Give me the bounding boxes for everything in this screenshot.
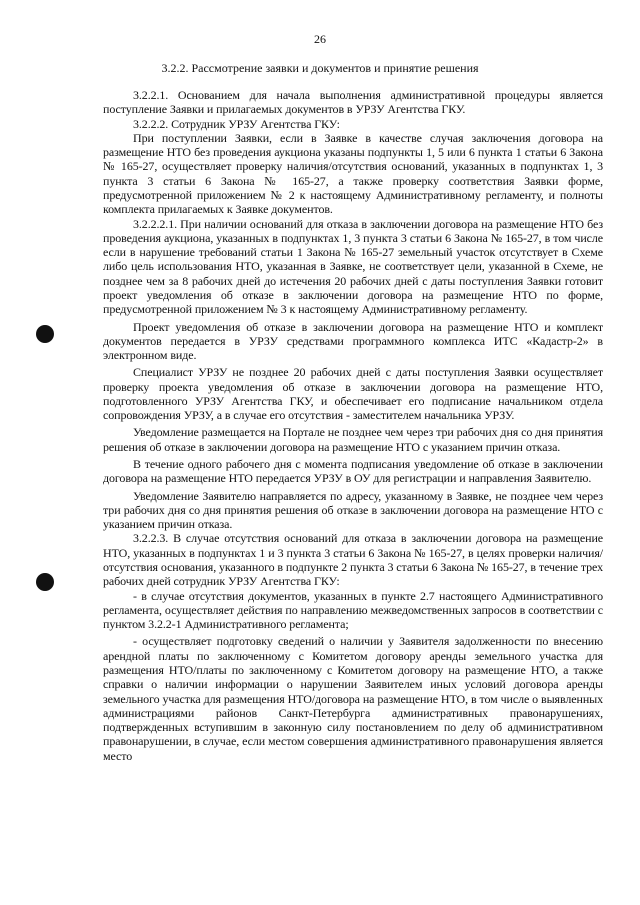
punch-hole-top xyxy=(36,325,54,343)
paragraph-3-2-2-1: 3.2.2.1. Основанием для начала выполнения административной процедуры является поступление Заявки и прилагаемых документов в УРЗУ Агентства ГКУ. xyxy=(103,88,603,117)
paragraph-specialist-check: Специалист УРЗУ не позднее 20 рабочих дней с даты поступления Заявки осуществляет проверку проекта уведомления об отказе в заключении договора на размещение НТО, подготовленного УРЗУ Агентства ГКУ, и обеспечивает его подписание начальником отдела сопровождения УРЗУ, а в случае его отсутствия - заместителем начальника УРЗУ. xyxy=(103,365,603,423)
page-number: 26 xyxy=(314,32,326,46)
section-heading: 3.2.2. Рассмотрение заявки и документов и принятие решения xyxy=(161,61,479,75)
paragraph-3-2-2-2: 3.2.2.2. Сотрудник УРЗУ Агентства ГКУ: xyxy=(133,116,340,131)
punch-hole-bottom xyxy=(36,573,54,591)
document-body xyxy=(103,88,603,763)
paragraph-applicant-notice: Уведомление Заявителю направляется по адресу, указанному в Заявке, не позднее чем через три рабочих дня со дня принятия решения об отказе в заключении договора на размещение НТО с указанием причин отказа. xyxy=(103,488,603,532)
paragraph-3-2-2-3: 3.2.2.3. В случае отсутствия оснований для отказа в заключении договора на размещение НТО, указанных в подпунктах 1 и 3 пункта 3 статьи 6 Закона № 165-27, в целях проверки наличия/отсутствия основания, указанного в подпункте 2 пункта 3 статьи 6 Закона № 165-27, в течение трех рабочих дней сотрудник УРЗУ Агентства ГКУ: xyxy=(103,531,603,589)
paragraph-draft-transfer: Проект уведомления об отказе в заключении договора на размещение НТО и комплект документов передается в УРЗУ средствами программного комплекса ИТС «Кадастр-2» в электронном виде. xyxy=(103,319,603,363)
list-item-interagency-requests: - в случае отсутствия документов, указанных в пункте 2.7 настоящего Административного регламента, осуществляет действия по направлению межведомственных запросов в соответствии с пунктом 3.2.2-1 Административного регламента; xyxy=(103,588,603,632)
list-item-debt-info: - осуществляет подготовку сведений о наличии у Заявителя задолженности по внесению арендной платы по заключенному с Комитетом договору аренды земельного участка для размещения НТО/платы по заключенному с Комитетом договору на размещение НТО, а также справки о наличии информации о нарушении Заявителем иных условий договора аренды земельного участка для размещения НТО/договора на размещение НТО, в том числе о выявленных администрациями районов Санкт-Петербурга административных правонарушениях, подтвержденных вступившим в законную силу постановлением по делу об административном правонарушении, в случае, если местом совершения административного правонарушения является место xyxy=(103,634,603,763)
paragraph-one-day-transfer: В течение одного рабочего дня с момента подписания уведомление об отказе в заключении договора на размещение НТО передается УРЗУ в ОУ для регистрации и направления Заявителю. xyxy=(103,457,603,486)
paragraph-3-2-2-2-1: 3.2.2.2.1. При наличии оснований для отказа в заключении договора на размещение НТО без проведения аукциона, указанных в подпунктах 1, 3 пункта 3 статьи 6 Закона № 165-27, в том числе если в нарушение требований статьи 1 Закона № 165-27 земельный участок отсутствует в Схеме либо цель использования НТО, указанная в Заявке, не соответствует цели, указанной в Схеме, не позднее чем за 8 рабочих дней до истечения 20 рабочих дней с даты поступления Заявки готовит проект уведомления об отказе в заключении договора на размещение НТО по форме, предусмотренной приложением № 3 к настоящему Административному регламенту. xyxy=(103,216,603,317)
paragraph-on-receipt: При поступлении Заявки, если в Заявке в качестве случая заключения договора на размещение НТО без проведения аукциона указаны подпункты 1, 5 или 6 пункта 1 статьи 6 Закона № 165-27, осуществляет проверку наличия/отсутствия оснований, указанных в подпунктах 1, 3 пункта 3 статьи 6 Закона № 165-27, а также проверку соответствия Заявки форме, предусмотренной приложением № 2 к настоящему Административному регламенту, и полноты комплекта прилагаемых к Заявке документов. xyxy=(103,130,603,217)
paragraph-portal-notice: Уведомление размещается на Портале не позднее чем через три рабочих дня со дня принятия решения об отказе в заключении договора на размещение НТО с указанием причин отказа. xyxy=(103,425,603,454)
